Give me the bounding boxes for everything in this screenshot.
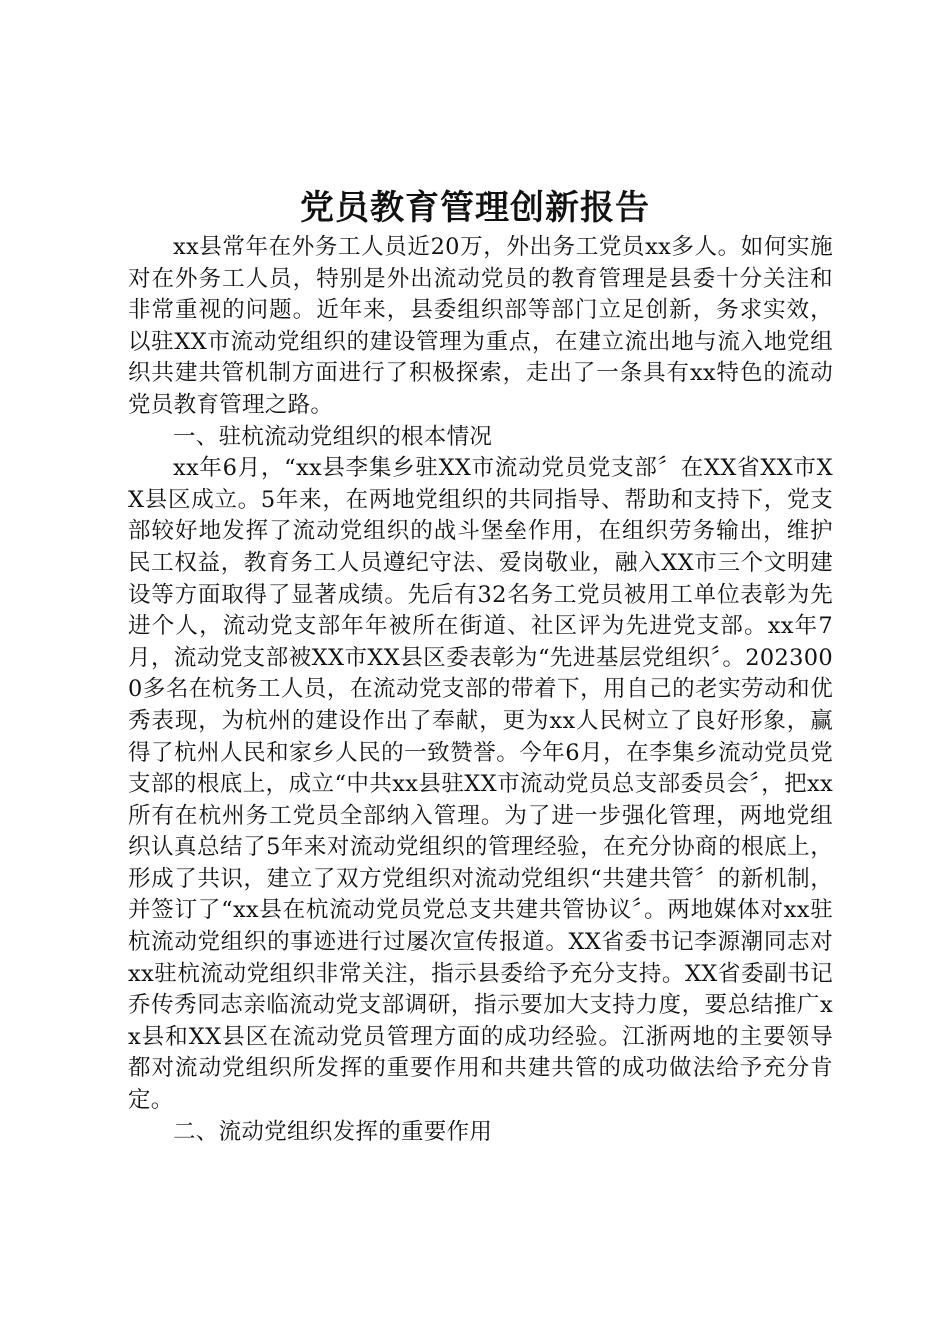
section-1-paragraph: xx年6月，“xx县李集乡驻XX市流动党员党支部〞在XX省XX市XX县区成立。5年来，在两地党组织的共同指导、帮助和支持下，党支部较好地发挥了流动党组织的战斗堡垒作用，在组织劳务输出，维护民工权益，教育务工人员遵纪守法、爱岗敬业，融入XX市三个文明建设等方面取得了显著成绩。先后有32名务工党员被用工单位表彰为先进个人，流动党支部年年被所在街道、社区评为先进党支部。xx年7月，流动党支部被XX市XX县区委表彰为“先进基层党组织〞。2023000多名在杭务工人员，在流动党支部的带着下，用自己的老实劳动和优秀表现，为杭州的建设作出了奉献，更为xx人民树立了良好形象，赢得了杭州人民和家乡人民的一致赞誉。今年6月，在李集乡流动党员党支部的根底上，成立“中共xx县驻XX市流动党员总支部委员会〞，把xx所有在杭州务工党员全部纳入管理。为了进一步强化管理，两地党组织认真总结了5年来对流动党组织的管理经验，在充分协商的根底上，形成了共识，建立了双方党组织对流动党组织“共建共管〞的新机制，并签订了“xx县在杭流动党员党总支共建共管协议〞。两地媒体对xx驻杭流动党组织的事迹进行过屡次宣传报道。XX省委书记李源潮同志对xx驻杭流动党组织非常关注，指示县委给予充分支持。XX省委副书记乔传秀同志亲临流动党支部调研，指示要加大支持力度，要总结推广xx县和XX县区在流动党员管理方面的成功经验。江浙两地的主要领导都对流动党组织所发挥的重要作用和共建共管的成功做法给予充分肯定。 (128, 455, 833, 1114)
document-body (128, 232, 833, 1148)
intro-paragraph: xx县常年在外务工人员近20万，外出务工党员xx多人。如何实施对在外务工人员，特别是外出流动党员的教育管理是县委十分关注和非常重视的问题。近年来，县委组织部等部门立足创新，务求实效，以驻XX市流动党组织的建设管理为重点，在建立流出地与流入地党组织共建共管机制方面进行了积极探索，走出了一条具有xx特色的流动党员教育管理之路。 (128, 234, 833, 418)
document-title: 党员教育管理创新报告 (300, 188, 650, 228)
section-heading-1: 一、驻杭流动党组织的根本情况 (173, 423, 493, 450)
section-heading-2: 二、流动党组织发挥的重要作用 (173, 1118, 493, 1145)
